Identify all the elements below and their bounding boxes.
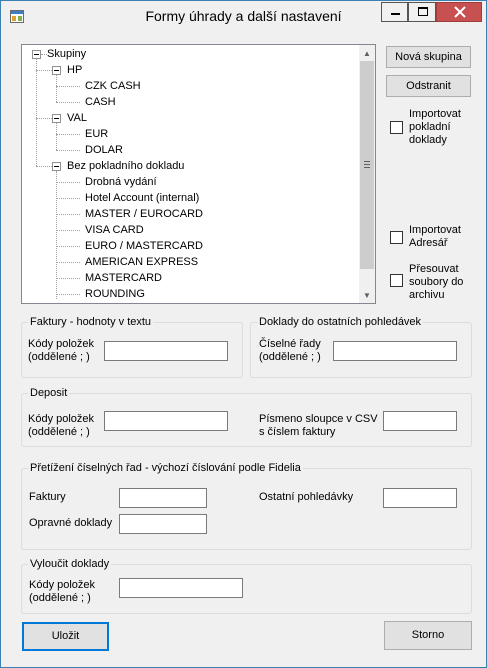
- checkbox-label-line: doklady: [409, 134, 447, 146]
- tree-node-item[interactable]: EURO / MASTERCARD: [85, 240, 203, 252]
- receivables-series-input[interactable]: [333, 341, 457, 361]
- label-line: (oddělené ; ): [29, 592, 91, 604]
- invoices-group-title: Faktury - hodnoty v textu: [30, 316, 152, 328]
- deposit-codes-input[interactable]: [104, 411, 228, 431]
- tree-connector: [56, 214, 80, 215]
- tree-connector: [56, 294, 80, 295]
- grip-icon: [364, 164, 370, 165]
- exclude-codes-input[interactable]: [119, 578, 243, 598]
- close-button[interactable]: [436, 2, 482, 22]
- close-icon: [437, 3, 483, 21]
- label-line: Písmeno sloupce v CSV: [259, 413, 378, 425]
- label-line: s číslem faktury: [259, 426, 336, 438]
- tree-node-item[interactable]: ROUNDING: [85, 288, 145, 300]
- override-group: [21, 468, 472, 550]
- collapse-icon[interactable]: [52, 114, 61, 123]
- tree-connector: [56, 171, 57, 299]
- tree-node-item[interactable]: Hotel Account (internal): [85, 192, 200, 204]
- tree-node-root[interactable]: Skupiny: [47, 48, 87, 60]
- label-line: (oddělené ; ): [28, 426, 90, 438]
- deposit-column-input[interactable]: [383, 411, 457, 431]
- tree-connector: [56, 182, 80, 183]
- exclude-group-title: Vyloučit doklady: [30, 558, 110, 570]
- cancel-button[interactable]: Storno: [384, 621, 472, 650]
- tree-node-item[interactable]: CZK CASH: [85, 80, 141, 92]
- label-line: (oddělené ; ): [28, 351, 90, 363]
- tree-connector: [36, 70, 52, 71]
- checkbox-label-line: soubory do: [409, 276, 464, 288]
- scroll-thumb[interactable]: [360, 61, 374, 269]
- label-line: Kódy položek: [29, 579, 96, 591]
- new-group-button[interactable]: Nová skupina: [386, 46, 471, 68]
- exclude-codes-label: [29, 579, 95, 605]
- collapse-icon[interactable]: [52, 66, 61, 75]
- tree-connector: [56, 75, 57, 102]
- invoices-codes-input[interactable]: [104, 341, 228, 361]
- import-cash-checkbox[interactable]: [390, 121, 403, 134]
- tree-node-item[interactable]: DOLAR: [85, 144, 123, 156]
- scroll-up-icon[interactable]: ▲: [363, 48, 371, 58]
- receivables-group-title: Doklady do ostatních pohledávek: [259, 316, 422, 328]
- checkbox-label-line: Adresář: [409, 237, 448, 249]
- move-files-label: [409, 263, 463, 302]
- collapse-icon[interactable]: [32, 50, 41, 59]
- tree-connector: [56, 86, 80, 87]
- maximize-icon: [409, 3, 437, 21]
- tree-connector: [56, 134, 80, 135]
- tree-node-group[interactable]: Bez pokladního dokladu: [67, 160, 185, 172]
- scroll-down-icon[interactable]: ▼: [363, 290, 371, 300]
- receivables-series-label: [259, 338, 321, 364]
- override-other-input[interactable]: [383, 488, 457, 508]
- tree-node-item[interactable]: AMERICAN EXPRESS: [85, 256, 199, 268]
- tree-connector: [56, 246, 80, 247]
- checkbox-label-line: pokladní: [409, 121, 451, 133]
- tree-connector: [56, 278, 80, 279]
- checkbox-label-line: Přesouvat: [409, 263, 459, 275]
- import-address-checkbox[interactable]: [390, 231, 403, 244]
- tree-node-item[interactable]: MASTER / EUROCARD: [85, 208, 203, 220]
- tree-connector: [56, 198, 80, 199]
- label-line: Kódy položek: [28, 413, 95, 425]
- override-corrections-input[interactable]: [119, 514, 207, 534]
- minimize-icon: [382, 3, 409, 21]
- tree-node-group[interactable]: VAL: [67, 112, 87, 124]
- tree-scrollbar[interactable]: [359, 45, 375, 303]
- save-button[interactable]: Uložit: [22, 622, 109, 651]
- tree-connector: [56, 102, 80, 103]
- override-invoices-label: Faktury: [29, 491, 66, 503]
- tree-node-item[interactable]: CASH: [85, 96, 116, 108]
- title-bar[interactable]: [1, 1, 486, 32]
- checkbox-label-line: Importovat: [409, 224, 461, 236]
- maximize-button[interactable]: [408, 2, 436, 22]
- checkbox-label-line: Importovat: [409, 108, 461, 120]
- tree-connector: [36, 59, 37, 166]
- override-group-title: Přetížení číselných řad - výchozí číslování podle Fidelia: [30, 462, 301, 474]
- override-corrections-label: Opravné doklady: [29, 517, 113, 529]
- import-cash-label: [409, 108, 461, 147]
- tree-node-group[interactable]: HP: [67, 64, 83, 76]
- minimize-button[interactable]: [381, 2, 408, 22]
- label-line: Číselné řady: [259, 338, 321, 350]
- import-address-label: [409, 224, 461, 250]
- invoices-codes-label: [28, 338, 94, 364]
- groups-tree[interactable]: [21, 44, 376, 304]
- override-invoices-input[interactable]: [119, 488, 207, 508]
- remove-button[interactable]: Odstranit: [386, 75, 471, 97]
- tree-node-item[interactable]: Drobná vydání: [85, 176, 157, 188]
- tree-connector: [56, 230, 80, 231]
- grip-icon: [364, 167, 370, 168]
- deposit-group-title: Deposit: [30, 387, 68, 399]
- tree-node-item[interactable]: VISA CARD: [85, 224, 144, 236]
- tree-connector: [56, 150, 80, 151]
- tree-connector: [36, 166, 52, 167]
- tree-connector: [36, 118, 52, 119]
- grip-icon: [364, 161, 370, 162]
- deposit-codes-label: [28, 413, 94, 439]
- collapse-icon[interactable]: [52, 162, 61, 171]
- label-line: Kódy položek: [28, 338, 95, 350]
- tree-node-item[interactable]: EUR: [85, 128, 109, 140]
- move-files-checkbox[interactable]: [390, 274, 403, 287]
- tree-node-item[interactable]: MASTERCARD: [85, 272, 163, 284]
- deposit-column-label: [259, 413, 378, 439]
- checkbox-label-line: archivu: [409, 289, 445, 301]
- tree-connector: [56, 262, 80, 263]
- tree-connector: [56, 123, 57, 150]
- label-line: (oddělené ; ): [259, 351, 321, 363]
- override-other-label: Ostatní pohledávky: [259, 491, 354, 503]
- window-title: Formy úhrady a další nastavení: [145, 8, 342, 24]
